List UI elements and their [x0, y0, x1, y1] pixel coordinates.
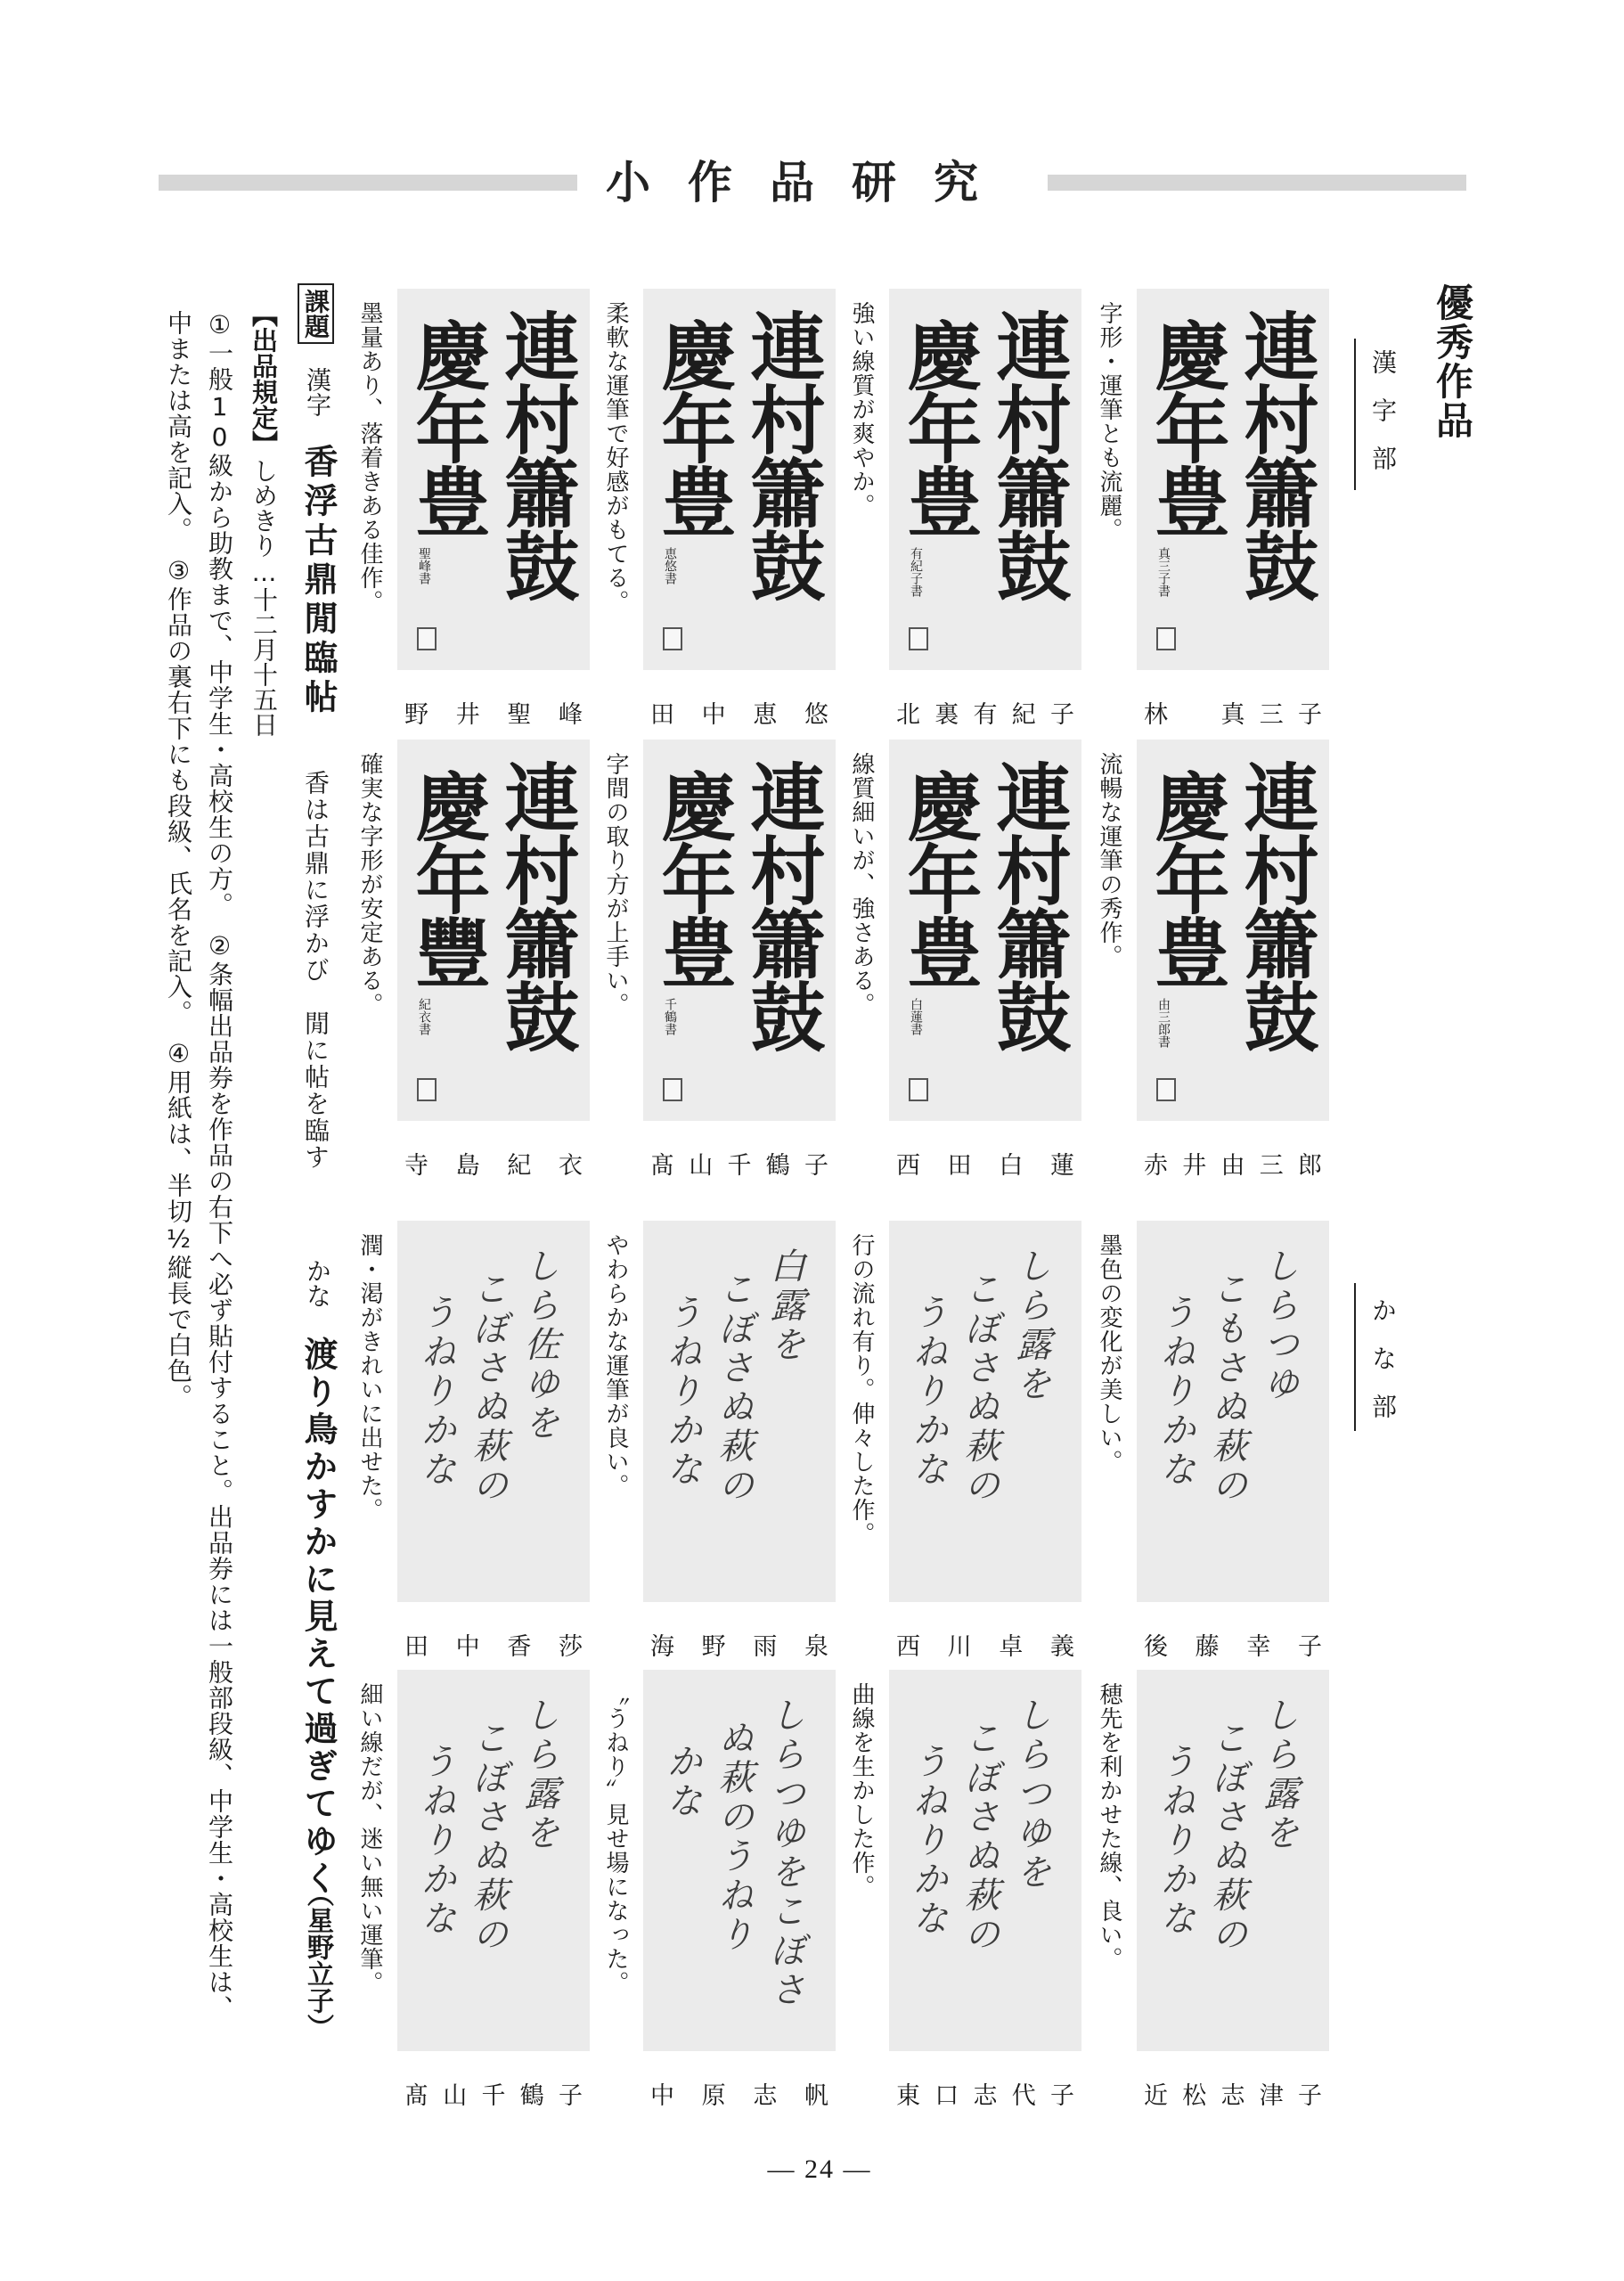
artwork-line: 慶年豐 — [404, 768, 492, 987]
artwork-author: 寺島紀衣 — [404, 1152, 583, 1180]
artwork-signature: 恵悠書 — [663, 547, 677, 585]
artwork-line: 慶年豊 — [895, 317, 983, 536]
artwork-image — [643, 1670, 836, 2051]
artwork-signature: 真三子書 — [1156, 547, 1171, 597]
artwork-signature: 白蓮書 — [909, 998, 923, 1035]
artwork-comment: 行の流れ有り。伸々した作。 — [848, 1233, 875, 1546]
artwork-image — [643, 740, 836, 1121]
assignment-kana-tag: かな — [303, 1258, 332, 1308]
artwork-comment: 柔軟な運筆で好感がもてる。 — [602, 301, 629, 614]
artwork-author: 西田白蓮 — [896, 1152, 1074, 1180]
seal-stamp-icon — [909, 627, 928, 650]
artwork-line: 白露を — [764, 1247, 805, 1365]
artwork-image — [889, 1221, 1081, 1602]
artwork-line: かな — [661, 1743, 702, 1821]
artwork-line: こもさぬ萩の — [1206, 1271, 1247, 1506]
assignment-kana-title: 渡り鳥かすかに見えて過ぎてゆく — [298, 1337, 338, 1898]
artwork-line: 慶年豊 — [895, 768, 983, 987]
artwork-line: うねりかな — [415, 1294, 456, 1490]
seal-stamp-icon — [909, 1078, 928, 1101]
artwork-comment: 強い線質が爽やか。 — [848, 301, 875, 518]
header-rule-right — [1048, 175, 1466, 191]
artwork-line: 連村簫鼓 — [1232, 759, 1320, 1051]
artwork-image — [889, 1670, 1081, 2051]
artwork-author: 髙山千鶴子 — [650, 1152, 828, 1180]
artwork-line: うねりかな — [907, 1294, 948, 1490]
artwork-line: 連村簫鼓 — [493, 308, 581, 601]
artwork-line: 慶年豊 — [404, 317, 492, 536]
artwork-line: 連村簫鼓 — [984, 308, 1073, 601]
artwork-comment: 墨量あり、落着きある佳作。 — [356, 301, 383, 614]
artwork-author: 髙山千鶴子 — [404, 2082, 583, 2110]
artwork-comment: 墨色の変化が美しい。 — [1096, 1233, 1122, 1474]
artwork-line: うねりかな — [661, 1294, 702, 1490]
artwork-image — [397, 1670, 590, 2051]
artwork-signature: 由三郎書 — [1156, 998, 1171, 1048]
seal-stamp-icon — [417, 1078, 437, 1101]
header-rule-left — [159, 175, 577, 191]
artwork-line: しらつゆを — [1010, 1696, 1051, 1893]
page-number: — 24 — — [767, 2154, 872, 2184]
rules-line-1: ①一般10級から助教まで、中学生・高校生の方。 ②条幅出品券を作品の右下へ必ず貼付すること。出品券には一般部段級、中学生・高校生は、 — [205, 310, 234, 2021]
page-title: 小作品研究 — [606, 157, 1016, 208]
artwork-line: 連村簫鼓 — [984, 759, 1073, 1051]
artwork-image — [643, 1221, 836, 1602]
artwork-comment: 細い線だが、迷い無い運筆。 — [356, 1682, 383, 1995]
artwork-line: 慶年豊 — [1143, 317, 1231, 536]
rules-heading: 【出品規定】 — [249, 301, 279, 456]
artwork-image — [1137, 289, 1329, 670]
artwork-author: 中原志帆 — [650, 2082, 828, 2110]
seal-stamp-icon — [417, 627, 437, 650]
artwork-signature: 有紀子書 — [909, 547, 923, 597]
artwork-comment: 字間の取り方が上手い。 — [602, 752, 629, 1017]
artwork-comment: 流暢な運筆の秀作。 — [1096, 752, 1122, 969]
artwork-comment: 穂先を利かせた線、良い。 — [1096, 1682, 1122, 1971]
artwork-image — [643, 289, 836, 670]
artwork-line: うねりかな — [1155, 1743, 1196, 1939]
artwork-line: 慶年豊 — [649, 768, 738, 987]
artwork-author: 林 真三子 — [1144, 701, 1322, 729]
artwork-image — [397, 289, 590, 670]
artwork-line: うねりかな — [907, 1743, 948, 1939]
artwork-line: ぬ萩のうねり — [713, 1720, 754, 1955]
artwork-comment: 潤・渇がきれいに出せた。 — [356, 1233, 383, 1522]
artwork-author: 西川卓義 — [896, 1633, 1074, 1661]
artwork-line: しら露を — [1258, 1696, 1299, 1853]
artwork-comment: 線質細いが、強さある。 — [848, 752, 875, 1017]
artwork-author: 田中恵悠 — [650, 701, 828, 729]
section-title-excellent: 優秀作品 — [1431, 283, 1474, 440]
artwork-line: こぼさぬ萩の — [959, 1271, 1000, 1506]
artwork-line: こぼさぬ萩の — [959, 1720, 1000, 1955]
artwork-line: こぼさぬ萩の — [1206, 1720, 1247, 1955]
artwork-image — [397, 740, 590, 1121]
artwork-line: うねりかな — [415, 1743, 456, 1939]
artwork-comment: 確実な字形が安定ある。 — [356, 752, 383, 1017]
artwork-author: 赤井由三郎 — [1144, 1152, 1322, 1180]
rules-deadline: しめきり…十二月十五日 — [249, 458, 279, 737]
artwork-author: 近松志津子 — [1144, 2082, 1322, 2110]
artwork-line: こぼさぬ萩の — [467, 1720, 508, 1955]
artwork-line: 連村簫鼓 — [739, 759, 827, 1051]
artwork-line: うねりかな — [1155, 1294, 1196, 1490]
artwork-author: 後藤幸子 — [1144, 1633, 1322, 1661]
artwork-comment: 字形・運筆とも流麗。 — [1096, 301, 1122, 542]
artwork-author: 東口志代子 — [896, 2082, 1074, 2110]
artwork-author: 海野雨泉 — [650, 1633, 828, 1661]
artwork-comment: 曲線を生かした作。 — [848, 1682, 875, 1899]
artwork-author: 田中香莎 — [404, 1633, 583, 1661]
assignment-kanji-tag: 漢字 — [303, 367, 332, 417]
artwork-comment: 〝うねり〟見せ場になった。 — [602, 1682, 629, 1995]
section-line-kana — [1354, 1283, 1356, 1431]
seal-stamp-icon — [663, 627, 682, 650]
artwork-signature: 聖峰書 — [417, 547, 431, 585]
artwork-author: 野井聖峰 — [404, 701, 583, 729]
seal-stamp-icon — [663, 1078, 682, 1101]
seal-stamp-icon — [1156, 1078, 1176, 1101]
assignment-kanji-reading: 香は古鼎に浮かび 閒に帖を臨す — [301, 770, 331, 1171]
artwork-line: しらつゆをこぼさ — [764, 1696, 805, 2010]
artwork-line: こぼさぬ萩の — [713, 1271, 754, 1506]
artwork-line: 慶年豊 — [1143, 768, 1231, 987]
artwork-line: 連村簫鼓 — [1232, 308, 1320, 601]
artwork-image — [889, 289, 1081, 670]
assignment-badge: 課題 — [298, 283, 334, 344]
seal-stamp-icon — [1156, 627, 1176, 650]
artwork-image — [397, 1221, 590, 1602]
artwork-author: 北裏有紀子 — [896, 701, 1074, 729]
rules-line-2: 中または高を記入。 ③作品の裏右下にも段級、氏名を記入。 ④用紙は、半切½縦長で白色。 — [164, 310, 193, 1410]
artwork-image — [889, 740, 1081, 1121]
assignment-label — [298, 283, 333, 344]
section-line-kanji — [1354, 339, 1356, 490]
artwork-line: 連村簫鼓 — [493, 759, 581, 1051]
artwork-image — [1137, 1670, 1329, 2051]
artwork-line: しら露を — [1010, 1247, 1051, 1404]
artwork-signature: 千鶴書 — [663, 998, 677, 1035]
artwork-line: こぼさぬ萩の — [467, 1271, 508, 1506]
artwork-line: しらつゆ — [1258, 1247, 1299, 1404]
assignment-kana-author: （星野立子） — [302, 1880, 333, 2040]
section-label-kanji: 漢字部 — [1368, 349, 1398, 494]
artwork-line: 慶年豊 — [649, 317, 738, 536]
artwork-signature: 紀衣書 — [417, 998, 431, 1035]
artwork-line: 連村簫鼓 — [739, 308, 827, 601]
assignment-kanji-title: 香浮古鼎閒臨帖 — [298, 444, 338, 718]
section-label-kana: かな部 — [1368, 1297, 1398, 1442]
artwork-image — [1137, 740, 1329, 1121]
artwork-line: しら露を — [518, 1696, 559, 1853]
artwork-image — [1137, 1221, 1329, 1602]
artwork-line: しら佐ゆを — [518, 1247, 559, 1443]
artwork-comment: やわらかな運筆が良い。 — [602, 1233, 629, 1498]
